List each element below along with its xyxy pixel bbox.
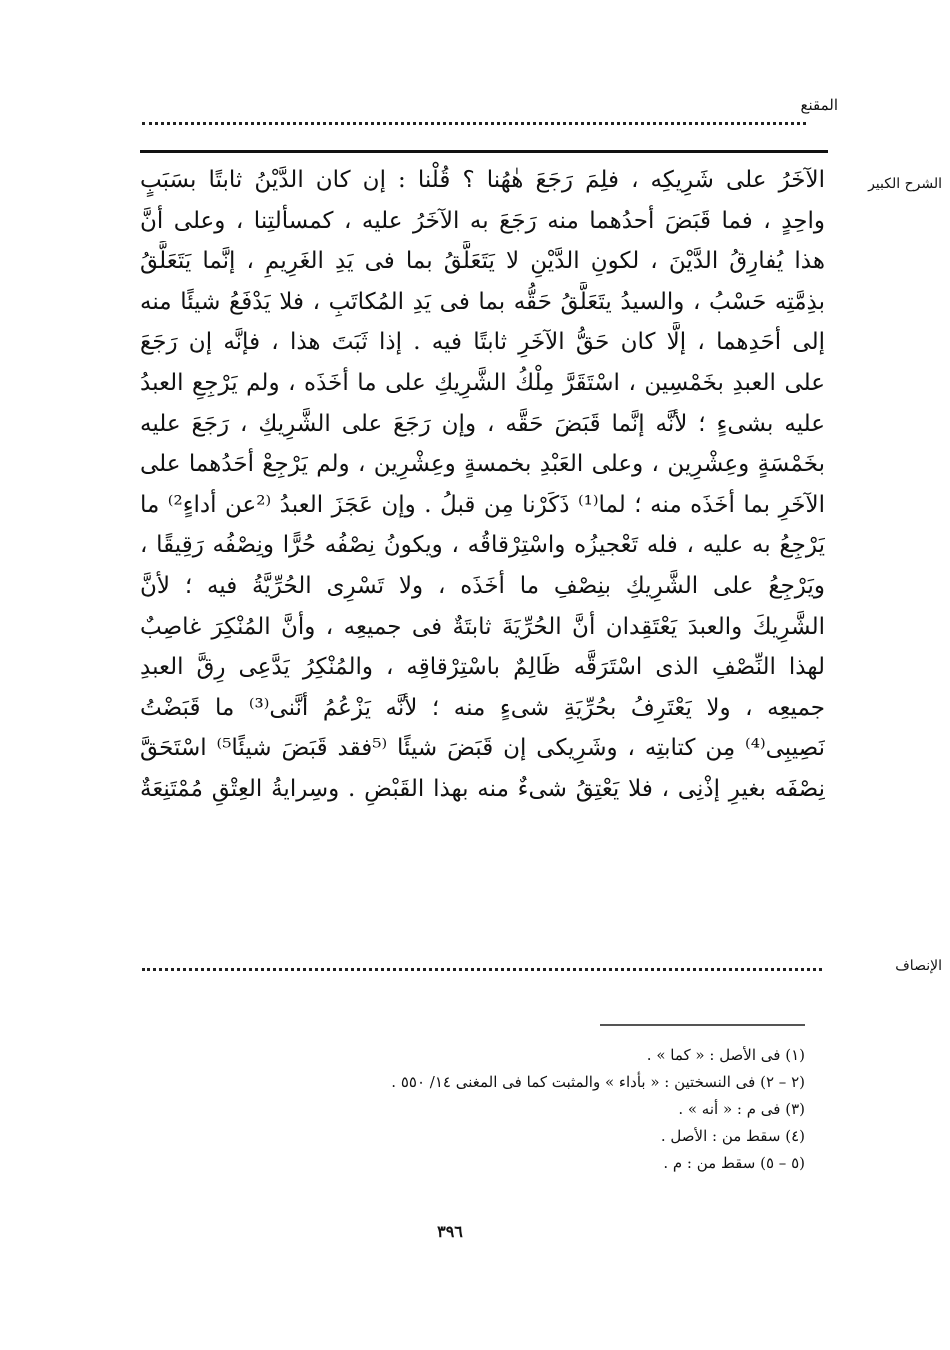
text-line: الآخَرِ بما أخَذَه منه ؛ لما⁽¹⁾ ذَكَرْنا مِن قبلُ . وإن عَجَزَ العبدُ ⁽²عن أداءٍ²⁾ ما [140,491,825,518]
text-line: نِصْفَه بغيرِ إذْنِى ، فلا يَعْتِقُ شىءٌ منه بهذا القَبْضِ . وسِرايةُ العِتْقِ مُمْتَنِعَةٌ [140,775,825,802]
page-number: ٣٩٦ [437,1222,463,1241]
text-line: يَرْجِعُ به عليه ، فله تَعْجيزُه واسْتِرْقاقُه ، ويكونُ نِصْفُه حُرًّا ونِصْفُه رَقِيقًا ، [140,532,825,559]
side-label-bottom: الإنصاف [895,958,942,974]
text-line: هذا يُفارِقُ الدَّيْنَ ، لكونِ الدَّيْنِ لا يَتَعَلَّقُ بما فى يَدِ الغَرِيمِ ، إنَّما يَتَعَلَّقُ [140,248,825,275]
footnotes [391,1042,805,1177]
text-line: واحِدٍ ، فما قَبَضَ أحدُهما منه رَجَعَ به الآخَرُ عليه ، كمسألتِنا ، وعلى أنَّ [140,207,825,234]
side-label-main: الشرح الكبير [868,176,942,192]
footnote-rule [600,1024,805,1026]
text-line: الشَّرِيكَ والعبدَ يَعْتَقِدان أنَّ الحُرِّيَةَ ثابتَةٌ فى جميعِه ، وأنَّ المُنْكِرَ غاصِبٌ [140,613,825,640]
text-line: جميعِه ، ولا يَعْتَرِفُ بحُرِّيَةِ شىءٍ منه ؛ لأنَّه يَزْعُمُ أنَّنى⁽³⁾ ما قَبَضْتُ [140,694,825,721]
text-line: ويَرْجِعُ على الشَّرِيكِ بنِصْفِ ما أخَذَه ، ولا تَسْرِى الحُرِّيَّةُ فيه ؛ لأنَّ [140,572,825,599]
running-header-title: المقنع [800,96,838,114]
text-line: نَصِيبِى⁽⁴⁾ مِن كتابتِه ، وشَرِيكى إن قَبَضَ شيئًا ⁽⁵فقد قَبَضَ شيئًا⁵⁾ اسْتَحَقَّ [140,735,825,762]
footnote: (٤) سقط من : الأصل . [660,1127,805,1145]
text-line: الآخَرُ على شَرِيكِه ، فلِمَ رَجَعَ هٰهُنا ؟ قُلْنا : إن كان الدَّيْنُ ثابتًا بسَبَبٍ [140,167,825,193]
footnote: (١) فى الأصل : « كما » . [646,1046,805,1064]
text-line: عليه بشىءٍ ؛ لأنَّه إنَّما قَبَضَ حَقَّه ، وإن رَجَعَ على الشَّرِيكِ ، رَجَعَ عليه [140,410,825,437]
footnote: (٥ – ٥) سقط من : م . [663,1154,805,1172]
header-dotted-divider [142,122,806,125]
footnote: (٣) فى م : « أنه » . [678,1100,805,1118]
text-line: على العبدِ بخَمْسِين ، اسْتَقَرَّ مِلْكُ الشَّرِيكِ على ما أخَذَه ، ولم يَرْجِعِ العبدُ [140,369,825,396]
text-line: لهذا النِّصْفِ الذى اسْتَرَقَّه ظَالِمٌ باسْتِرْقاقِه ، والمُنْكِرُ يَدَّعِى رِقَّ العبدِ [140,654,825,681]
bottom-dotted-divider [142,968,822,971]
text-line: بخَمْسَةٍ وعِشْرِين ، وعلى العَبْدِ بخمسةٍ وعِشْرِين ، ولم يَرْجِعْ أحَدُهما على [140,451,825,478]
header-rule [140,150,828,153]
main-text [140,160,825,810]
text-line: بذِمَّتِه حَسْبُ ، والسيدُ يتَعَلَّقُ حَقُّه بما فى يَدِ المُكاتَبِ ، فلا يَدْفَعُ شيئًا منه [140,288,825,315]
text-line: إلى أحَدِهما ، إلَّا كان حَقُّ الآخَرِ ثابتًا فيه . إذا ثَبَتَ هذا ، فإنَّه إن رَجَعَ [140,329,825,356]
footnote: (٢ – ٢) فى النسختين : « بأداء » والمثبت كما فى المغنى ١٤/ ٥٥٠ . [391,1073,805,1091]
